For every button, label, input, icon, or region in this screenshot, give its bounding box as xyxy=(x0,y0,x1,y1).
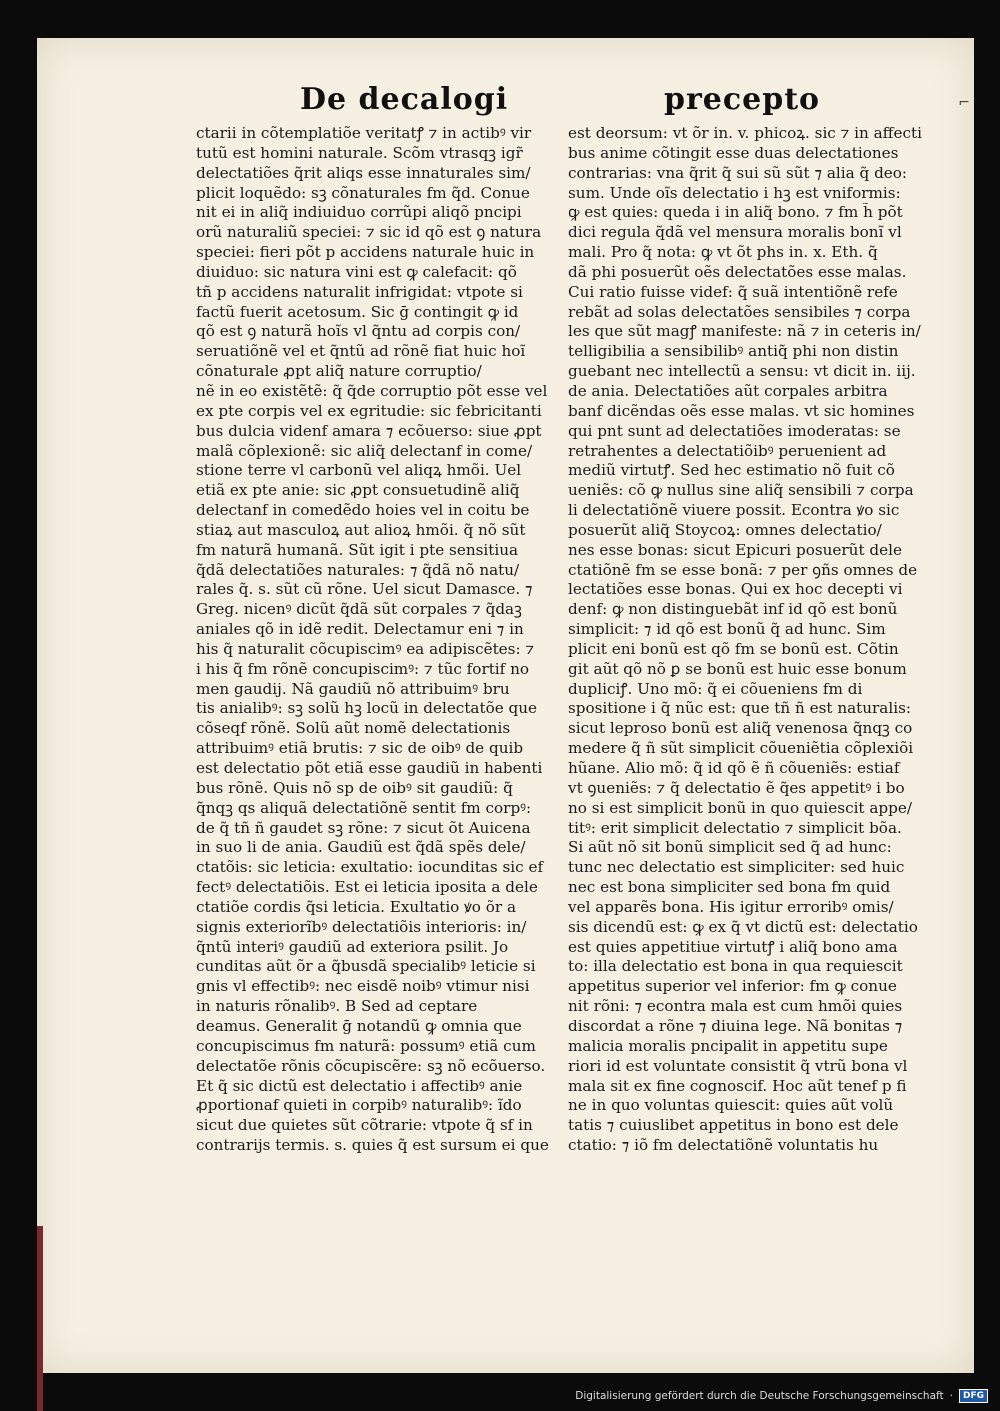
text-line: Greg. nicenꝰ dicũt q̃dã sũt corpales ⁊ q̃daꝫ xyxy=(196,600,522,619)
text-line: Si aũt nõ sit bonũ simplicit sed q̃ ad hunc: xyxy=(568,838,892,857)
text-line: orũ naturaliũ speciei: ⁊ sic id qõ est ꝯ natura xyxy=(196,223,542,242)
text-line: attribuimꝰ etiã brutis: ⁊ sic de oibꝰ de quib xyxy=(196,739,524,758)
text-line: rales q̃. s. sũt cũ rõne. Uel sicut Damasce. ⁊ xyxy=(196,580,533,599)
text-line: est quies appetitiue virtutꝭ i aliq̃ bono ama xyxy=(568,937,898,956)
text-line: contrarias: vna q̃rit q̃ sui sũ sũt ⁊ alia q̃ deo: xyxy=(568,163,908,182)
text-line: tñ p accidens naturalit infrigidat: vtpote si xyxy=(196,282,523,301)
text-line: hũane. Alio mõ: q̃ id qõ ẽ ñ cõueniẽs: estiaf xyxy=(568,759,900,777)
digitization-footer: Digitalisierung gefördert durch die Deutsche Forschungsgemeinschaft · DFG xyxy=(575,1389,988,1403)
text-line: dici regula q̃dã vel mensura moralis bonĩ vl xyxy=(568,223,902,242)
text-line: ne in quo voluntas quiescit: quies aũt volũ xyxy=(568,1096,894,1115)
text-line: qui pnt sunt ad delectatiões imoderatas: se xyxy=(568,421,901,440)
text-line: les que sũt magꝭ manifeste: nã ⁊ in ceteris in/ xyxy=(568,322,921,341)
text-line: in suo li de ania. Gaudiũ est q̃dã spẽs dele/ xyxy=(196,838,526,857)
text-line: retrahentes a delectatiõibꝰ peruenient ad xyxy=(568,441,887,460)
text-line: ꝓportionaf quieti in corpibꝰ naturalibꝰ: ĩdo xyxy=(196,1096,522,1115)
text-line: de ania. Delectatiões aũt corpales arbitra xyxy=(568,381,888,400)
text-line: no si est simplicit bonũ in quo quiescit appe/ xyxy=(568,798,912,817)
text-column-left xyxy=(196,124,561,1156)
funding-credit: Digitalisierung gefördert durch die Deutsche Forschungsgemeinschaft xyxy=(575,1390,944,1402)
text-line: bus dulcia videnf amara ⁊ ecõuerso: siue ꝓpt xyxy=(196,421,542,440)
text-line: ueniẽs: cõ ꝙ nullus sine aliq̃ sensibili ⁊ corpa xyxy=(568,481,914,500)
spine-marker xyxy=(37,1226,43,1411)
text-line: appetitus superior vel inferior: fm ꝙ conue xyxy=(568,977,897,996)
text-line: mali. Pro q̃ nota: ꝙ vt õt phs in. x. Eth. q̃ xyxy=(568,243,878,262)
text-line: mediũ virtutꝭ. Sed hec estimatio nõ fuit cõ xyxy=(568,461,895,480)
text-line: dupliciꝭ. Uno mõ: q̃ ei cõueniens fm di xyxy=(568,679,863,698)
text-line: fectꝰ delectatiõis. Est ei leticia iposita a dele xyxy=(196,878,538,897)
text-line: to: illa delectatio est bona in qua requiescit xyxy=(568,957,903,976)
text-line: de q̃ tñ ñ gaudet sꝫ rõne: ⁊ sicut õt Auicena xyxy=(196,818,531,837)
text-line: Et q̃ sic dictũ est delectatio i affectibꝰ anie xyxy=(196,1076,523,1095)
text-line: cõnaturale ꝓpt aliq̃ nature corruptio/ xyxy=(196,362,482,381)
text-line: vel apparẽs bona. His igitur erroribꝰ omis/ xyxy=(568,897,894,916)
text-line: plicit eni bonũ est qõ fm se bonũ est. Cõtin xyxy=(568,639,899,658)
text-line: ꝙ est quies: queda i in aliq̃ bono. ⁊ fm h̃ põt xyxy=(568,203,903,222)
text-line: guebant nec intellectũ a sensu: vt dicit in. iij. xyxy=(568,362,916,381)
text-line: lectatiões esse bonas. Qui ex hoc decepti vi xyxy=(568,580,903,599)
text-line: discordat a rõne ⁊ diuina lege. Nã bonitas ⁊ xyxy=(568,1016,903,1035)
text-line: q̃ntũ interiꝰ gaudiũ ad exteriora psilit. Jo xyxy=(196,937,509,956)
text-line: Cui ratio fuisse videf: q̃ suã intentiõnẽ refe xyxy=(568,282,898,301)
text-line: q̃dã delectatiões naturales: ⁊ q̃dã nõ natu/ xyxy=(196,560,520,579)
text-line: vt ꝯueniẽs: ⁊ q̃ delectatio ẽ q̃es appetitꝰ i bo xyxy=(568,778,905,797)
text-line: nit rõni: ⁊ econtra mala est cum hmõi quies xyxy=(568,997,903,1016)
text-line: simplicit: ⁊ id qõ est bonũ q̃ ad hunc. Sim xyxy=(568,620,886,639)
text-line: gnis vl effectibꝰ: nec eisdẽ noibꝰ vtimur nisi xyxy=(196,977,530,996)
text-line: tis anialibꝰ: sꝫ solũ hꝫ locũ in delectatõe que xyxy=(196,699,538,718)
text-line: nit ei in aliq̃ indiuiduo corrũpi aliqõ pncipi xyxy=(196,203,522,222)
text-line: li delectatiõnẽ viuere possit. Econtra ꝟo sic xyxy=(568,501,900,520)
text-line: est deorsum: vt õr in. v. phicoꝝ. sic ⁊ in affecti xyxy=(568,124,922,142)
text-line: concupiscimus fm naturã: possumꝰ etiã cum xyxy=(196,1036,536,1055)
text-line: ctatio: ⁊ iõ fm delectatiõnẽ voluntatis hu xyxy=(568,1136,879,1155)
text-line: sis dicendũ est: ꝙ ex q̃ vt dictũ est: delectatio xyxy=(568,917,918,936)
text-line: men gaudij. Nã gaudiũ nõ attribuimꝰ bru xyxy=(196,679,510,698)
text-line: contrarijs termis. s. quies q̃ est sursum ei que xyxy=(196,1136,549,1155)
text-line: sicut due quietes sũt cõtrarie: vtpote q̃ sf in xyxy=(196,1116,533,1135)
text-line: nec est bona simpliciter sed bona fm quid xyxy=(568,878,891,897)
text-line: telligibilia a sensibilibꝰ antiq̃ phi non distin xyxy=(568,342,899,361)
page-corner-mark: ⌐ xyxy=(958,95,970,111)
text-line: malã cõplexionẽ: sic aliq̃ delectanf in come/ xyxy=(196,441,533,460)
text-line: deamus. Generalit ḡ notandũ ꝙ omnia que xyxy=(196,1016,522,1035)
text-line: cõseqf rõnẽ. Solũ aũt nomẽ delectationis xyxy=(196,719,511,738)
text-line: his q̃ naturalit cõcupiscimꝰ ea adipiscẽtes: ⁊ xyxy=(196,639,535,658)
text-line: denf: ꝙ non distinguebãt inf id qõ est bonũ xyxy=(568,600,898,619)
text-line: tunc nec delectatio est simpliciter: sed huic xyxy=(568,858,905,877)
text-line: ctatõis: sic leticia: exultatio: iocunditas sic ef xyxy=(196,858,544,877)
text-line: sicut leproso bonũ est aliq̃ venenosa q̃nqꝫ co xyxy=(568,719,913,738)
text-line: stione terre vl carbonũ vel aliqꝝ hmõi. Uel xyxy=(196,461,522,480)
text-line: in naturis rõnalibꝰ. B Sed ad ceptare xyxy=(196,997,478,1016)
text-line: ctatiõnẽ fm se esse bonã: ⁊ per ꝯñs omnes de xyxy=(568,560,918,579)
text-line: signis exteriorĩbꝰ delectatiõis interioris: in/ xyxy=(196,917,527,936)
text-line: aniales qõ in idẽ redit. Delectamur eni ⁊ in xyxy=(196,620,524,639)
text-line: malicia moralis pncipalit in appetitu supe xyxy=(568,1036,888,1055)
text-line: sum. Unde oĩs delectatio i hꝫ est vniformis: xyxy=(568,183,901,202)
text-line: cunditas aũt õr a q̃busdã specialibꝰ leticie si xyxy=(196,957,536,976)
text-line: factũ fuerit acetosum. Sic ḡ contingit ꝙ id xyxy=(196,302,519,321)
text-line: posuerũt aliq̃ Stoycoꝝ: omnes delectatio/ xyxy=(568,520,882,539)
text-line: stiaꝝ aut masculoꝝ aut alioꝝ hmõi. q̃ nõ sũt xyxy=(196,520,526,539)
text-line: titꝰ: erit simplicit delectatio ⁊ simplicit bõa. xyxy=(568,818,902,837)
text-line: diuiduo: sic natura vini est ꝙ calefacit: qõ xyxy=(196,262,517,281)
text-line: est delectatio põt etiã esse gaudiũ in habenti xyxy=(196,759,543,777)
text-line: nẽ in eo existẽtẽ: q̃ q̃de corruptio põt esse vel xyxy=(196,381,548,400)
text-line: bus anime cõtingit esse duas delectationes xyxy=(568,143,899,162)
text-line: banf dicẽndas oẽs esse malas. vt sic homines xyxy=(568,401,915,420)
text-line: plicit loquẽdo: sꝫ cõnaturales fm q̃d. Conue xyxy=(196,183,530,202)
text-line: delectatõe rõnis cõcupiscẽre: sꝫ nõ ecõuerso. xyxy=(196,1056,546,1075)
text-line: ctarii in cõtemplatiõe veritatꝭ ⁊ in actibꝰ vir xyxy=(196,124,532,142)
text-line: tatis ⁊ cuiuslibet appetitus in bono est dele xyxy=(568,1116,899,1135)
text-line: nes esse bonas: sicut Epicuri posuerũt dele xyxy=(568,540,902,559)
text-line: dã phi posuerũt oẽs delectatões esse malas. xyxy=(568,262,907,281)
text-line: spositione i q̃ nũc est: que tñ ñ est naturalis: xyxy=(568,699,911,718)
text-line: git aũt qõ nõ ꝑ se bonũ est huic esse bonum xyxy=(568,659,907,678)
text-column-right xyxy=(568,124,928,1156)
dfg-logo: DFG xyxy=(959,1389,988,1403)
text-line: rebãt ad solas delectatões sensibiles ⁊ corpa xyxy=(568,302,911,321)
text-line: qõ est ꝯ naturã hoĩs vl q̃ntu ad corpis con/ xyxy=(196,322,521,341)
running-header-left: De decalogi xyxy=(300,82,509,117)
text-line: delectatiões q̃rit aliqs esse innaturales sim/ xyxy=(196,163,531,182)
text-line: medere q̃ ñ sũt simplicit cõueniẽtia cõplexiõi xyxy=(568,739,914,758)
text-line: q̃nqꝫ qs aliquã delectatiõnẽ sentit fm corpꝰ: xyxy=(196,798,532,817)
text-line: seruatiõnẽ vel et q̃ntũ ad rõnẽ fiat huic hoĩ xyxy=(196,342,526,361)
text-line: bus rõnẽ. Quis nõ sp de oibꝰ sit gaudiũ: q̃ xyxy=(196,778,513,797)
text-line: tutũ est homini naturale. Scõm vtrasqꝫ igr̃ xyxy=(196,143,523,162)
text-line: i his q̃ fm rõnẽ concupiscimꝰ: ⁊ tũc fortif no xyxy=(196,659,530,678)
text-line: riori id est voluntate consistit q̃ vtrũ bona vl xyxy=(568,1056,908,1075)
text-line: delectanf in comedẽdo hoies vel in coitu be xyxy=(196,501,530,520)
text-line: speciei: fieri põt p accidens naturale huic in xyxy=(196,243,535,262)
text-line: ex pte corpis vel ex egritudie: sic febricitanti xyxy=(196,401,542,420)
text-line: ctatiõe cordis q̃si leticia. Exultatio ꝟo õr a xyxy=(196,897,517,916)
text-line: etiã ex pte anie: sic ꝓpt consuetudinẽ aliq̃ xyxy=(196,481,520,500)
text-line: fm naturã humanã. Sũt igit i pte sensitiua xyxy=(196,540,519,559)
running-header-right: precepto xyxy=(664,82,821,117)
text-line: mala sit ex fine cognoscif. Hoc aũt tenef p fi xyxy=(568,1076,907,1095)
